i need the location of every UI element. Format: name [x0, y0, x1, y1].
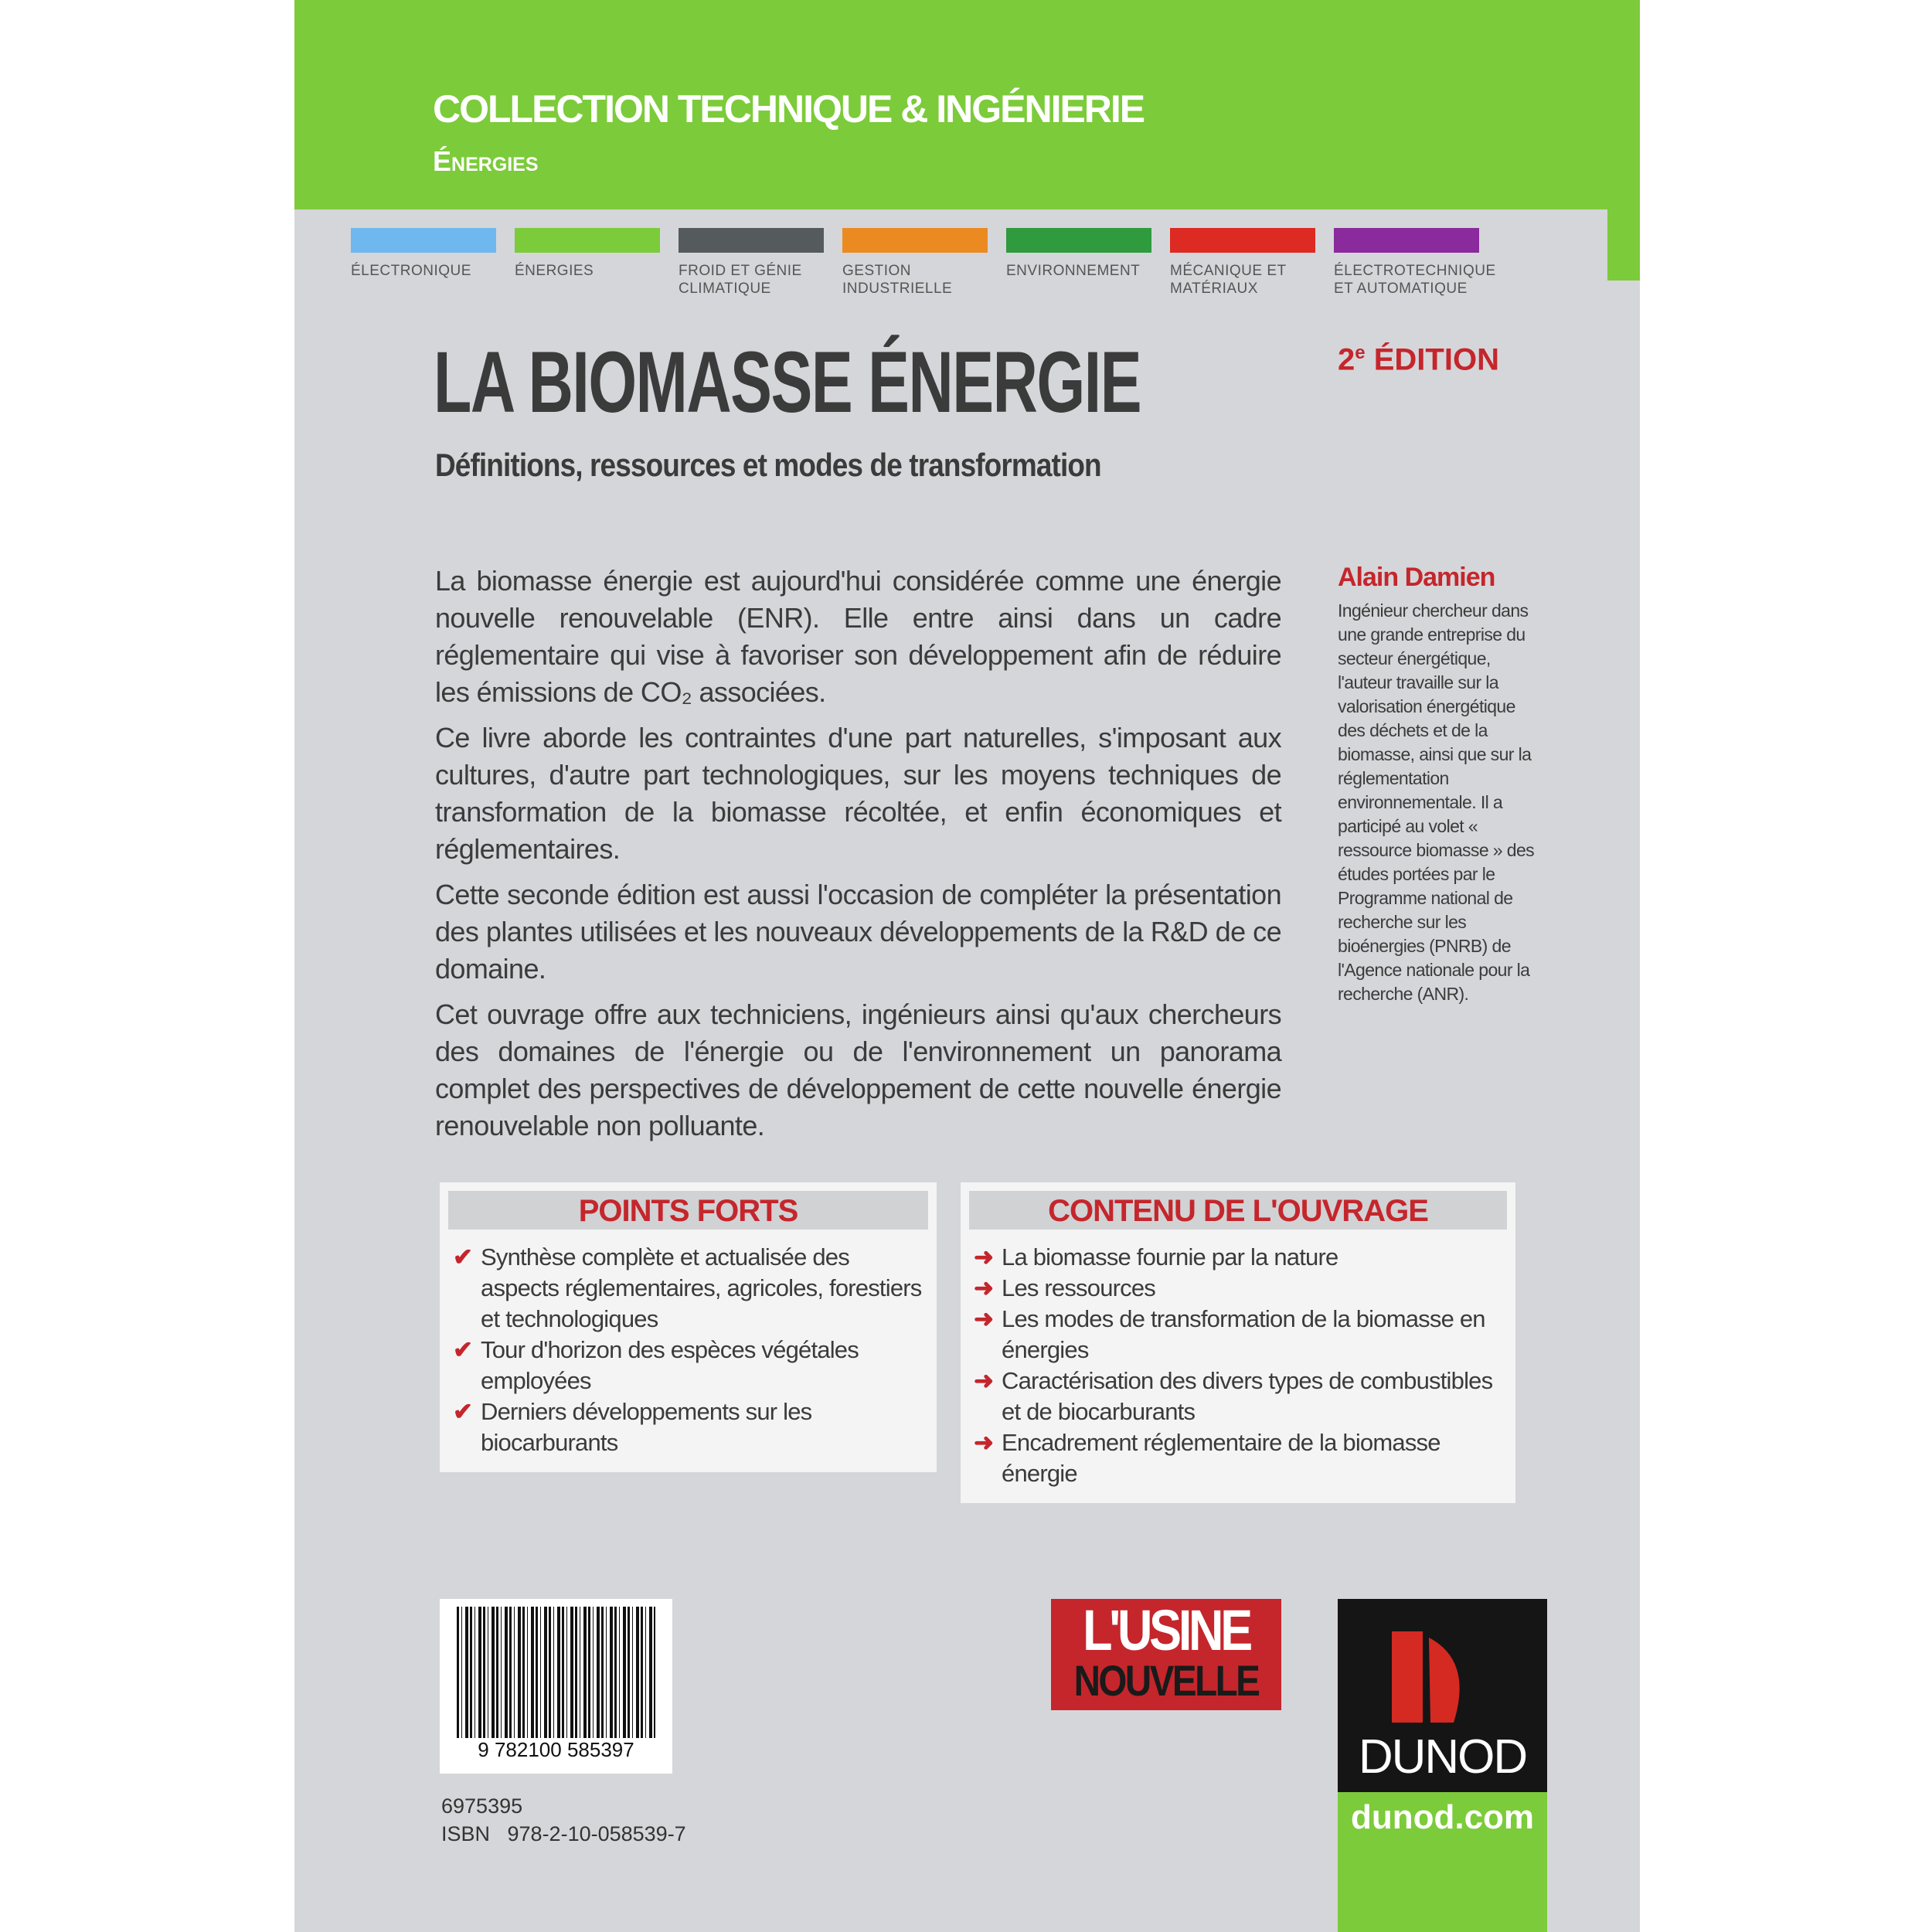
- usine-nouvelle-logo: [1051, 1599, 1281, 1710]
- category-label: ÉNERGIES: [515, 263, 594, 279]
- list-item-text: Synthèse complète et actualisée des aspects réglementaires, agricoles, forestiers et technologiques: [481, 1243, 922, 1332]
- points-forts-list: [448, 1242, 928, 1458]
- edition-number: 2: [1338, 342, 1355, 377]
- usine-line1: L'USINE: [1083, 1599, 1250, 1662]
- arrow-right-icon: ➜: [974, 1274, 994, 1301]
- paragraph: La biomasse énergie est aujourd'hui considérée comme une énergie nouvelle renouvelable (ENR). Elle entre ainsi dans un cadre réglementaire qui vise à favoriser son développement afin de réduire les émissions de CO₂ associées.: [435, 565, 1281, 708]
- list-item: [448, 1396, 928, 1458]
- check-icon: ✔: [453, 1336, 473, 1363]
- book-subtitle: Définitions, ressources et modes de transformation: [435, 447, 1101, 483]
- category-item: [351, 228, 496, 280]
- category-label: ENVIRONNEMENT: [1006, 263, 1141, 279]
- collection-header: [294, 0, 1640, 209]
- category-label: MÉCANIQUE ET MATÉRIAUX: [1170, 263, 1287, 297]
- author-bio: Ingénieur chercheur dans une grande entreprise du secteur énergétique, l'auteur travaille sur la valorisation énergétique des déchets et de la biomasse, ainsi que sur la réglementation environnementale. Il a participé au volet « ressource biomasse » des études portées par le Programme national de recherche sur les bioénergies (PNRB) de l'Agence nationale pour la recherche (ANR).: [1338, 600, 1535, 1004]
- category-item: [842, 228, 988, 298]
- paragraph: Cette seconde édition est aussi l'occasion de compléter la présentation des plantes utilisées et les nouveaux développements de la R&D de ce domaine.: [435, 879, 1281, 985]
- barcode-digits: 9 782100 585397: [478, 1738, 634, 1761]
- arrow-right-icon: ➜: [974, 1243, 994, 1270]
- list-item-text: Derniers développements sur les biocarburants: [481, 1398, 812, 1456]
- dunod-name: DUNOD: [1358, 1730, 1527, 1784]
- collection-subtitle: Énergies: [433, 145, 539, 177]
- category-color-bar: [842, 228, 988, 253]
- author-name: Alain Damien: [1338, 563, 1495, 592]
- category-color-bar: [679, 228, 824, 253]
- list-item: [969, 1366, 1507, 1427]
- paragraph: Ce livre aborde les contraintes d'une part naturelles, s'imposant aux cultures, d'autre part technologiques, sur les moyens techniques de transformation de la biomasse récoltée, et enfin économiques et réglementaires.: [435, 722, 1281, 865]
- category-color-bar: [1006, 228, 1151, 253]
- edition-label: [1338, 342, 1499, 377]
- edition-sup: e: [1355, 342, 1366, 363]
- category-item: [1006, 228, 1151, 280]
- paragraph: Cet ouvrage offre aux techniciens, ingénieurs ainsi qu'aux chercheurs des domaines de l'énergie ou de l'environnement un panorama complet des perspectives de développement de cette nouvelle énergie renouvelable non polluante.: [435, 998, 1281, 1141]
- list-item-text: Les modes de transformation de la biomasse en énergies: [1002, 1305, 1485, 1363]
- contenu-title: CONTENU DE L'OUVRAGE: [969, 1191, 1507, 1230]
- arrow-right-icon: ➜: [974, 1305, 994, 1332]
- category-label: ÉLECTRONIQUE: [351, 263, 471, 279]
- points-forts-box: [440, 1182, 937, 1472]
- category-color-bar: [1334, 228, 1479, 253]
- contenu-box: [961, 1182, 1515, 1503]
- list-item: [969, 1304, 1507, 1366]
- category-item: [1334, 228, 1496, 298]
- list-item: [969, 1273, 1507, 1304]
- list-item: [448, 1335, 928, 1396]
- points-forts-title: POINTS FORTS: [448, 1191, 928, 1230]
- list-item-text: Encadrement réglementaire de la biomasse énergie: [1002, 1429, 1440, 1487]
- usine-line2: NOUVELLE: [1073, 1656, 1259, 1705]
- check-icon: ✔: [453, 1398, 473, 1425]
- product-code: 6975395: [441, 1794, 523, 1818]
- edition-text: ÉDITION: [1365, 342, 1499, 377]
- collection-title: COLLECTION TECHNIQUE & INGÉNIERIE: [433, 87, 1145, 131]
- list-item-text: Les ressources: [1002, 1274, 1156, 1301]
- dunod-url: dunod.com: [1350, 1798, 1535, 1836]
- barcode-bars: [457, 1607, 655, 1738]
- dunod-logo: [1338, 1599, 1547, 1932]
- barcode: [440, 1599, 672, 1774]
- category-label: GESTION INDUSTRIELLE: [842, 263, 953, 297]
- list-item: [448, 1242, 928, 1335]
- list-item: [969, 1242, 1507, 1273]
- book-title: LA BIOMASSE ÉNERGIE: [434, 334, 1141, 430]
- description: [435, 563, 1281, 1153]
- category-item: [679, 228, 824, 298]
- category-item: [1170, 228, 1315, 298]
- list-item: [969, 1427, 1507, 1489]
- category-item: [515, 228, 660, 280]
- book-back-cover: [294, 0, 1640, 1932]
- author-block: [1338, 563, 1546, 1006]
- category-label: ÉLECTROTECHNIQUE ET AUTOMATIQUE: [1334, 263, 1496, 297]
- arrow-right-icon: ➜: [974, 1429, 994, 1456]
- contenu-list: [969, 1242, 1507, 1489]
- dunod-emblem-icon: [1338, 1614, 1547, 1738]
- category-color-bar: [515, 228, 660, 253]
- category-label: FROID ET GÉNIE CLIMATIQUE: [679, 263, 802, 297]
- list-item-text: Tour d'horizon des espèces végétales employées: [481, 1336, 859, 1394]
- green-strip: [1607, 209, 1640, 281]
- list-item-text: La biomasse fournie par la nature: [1002, 1243, 1338, 1270]
- category-color-bar: [1170, 228, 1315, 253]
- isbn: ISBN 978-2-10-058539-7: [441, 1822, 686, 1845]
- category-color-bar: [351, 228, 496, 253]
- list-item-text: Caractérisation des divers types de combustibles et de biocarburants: [1002, 1367, 1493, 1425]
- check-icon: ✔: [453, 1243, 473, 1270]
- arrow-right-icon: ➜: [974, 1367, 994, 1394]
- dunod-black-panel: [1338, 1599, 1547, 1792]
